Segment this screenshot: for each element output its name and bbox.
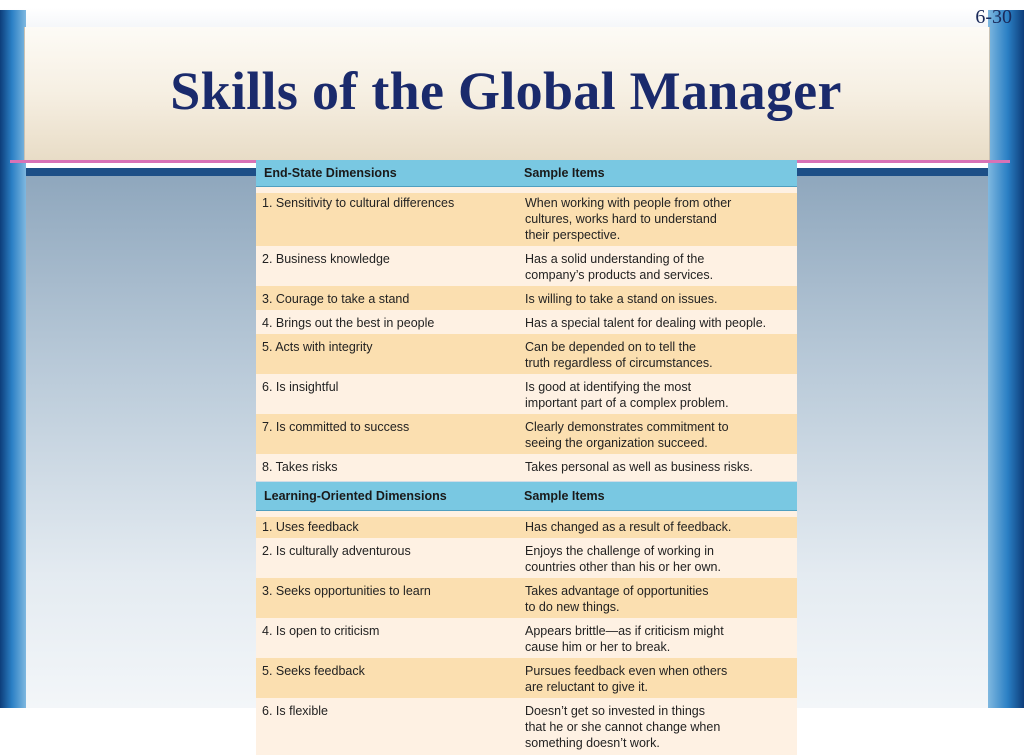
dimension-cell: 7. Is committed to success — [262, 420, 410, 434]
dimension-cell: 4. Is open to criticism — [262, 624, 380, 638]
table-row — [256, 698, 797, 755]
table-row — [256, 538, 797, 578]
table-row — [256, 454, 797, 481]
table-row — [256, 658, 797, 698]
right-decorative-band — [988, 10, 1024, 710]
dimension-cell: 1. Uses feedback — [262, 520, 359, 534]
table-header-learning — [256, 482, 797, 511]
table-row — [256, 246, 797, 286]
table-row — [256, 310, 797, 334]
left-decorative-band — [0, 10, 26, 710]
sample-cell: Clearly demonstrates commitment to seeing the organization succeed. — [525, 420, 729, 450]
dimension-cell: 3. Courage to take a stand — [262, 292, 410, 306]
sample-cell: Is good at identifying the most important part of a complex problem. — [525, 380, 729, 410]
dimension-cell: 4. Brings out the best in people — [262, 316, 435, 330]
table-row — [256, 193, 797, 246]
sample-cell: Has changed as a result of feedback. — [525, 520, 732, 534]
column-header-sample: Sample Items — [524, 166, 605, 180]
table-row — [256, 286, 797, 310]
table-header-end-state — [256, 160, 797, 187]
table-row — [256, 618, 797, 658]
dimension-cell: 6. Is flexible — [262, 704, 329, 718]
table-row — [256, 374, 797, 414]
table-row — [256, 334, 797, 374]
sample-cell: Doesn’t get so invested in things that he or she cannot change when something doesn’t work. — [525, 704, 721, 750]
dimension-cell: 5. Acts with integrity — [262, 340, 373, 354]
column-header-sample: Sample Items — [524, 489, 605, 503]
skills-table — [256, 160, 797, 755]
dimension-cell: 1. Sensitivity to cultural differences — [262, 196, 455, 210]
sample-cell: Takes advantage of opportunities to do new things. — [525, 584, 709, 614]
sample-cell: Can be depended on to tell the truth regardless of circumstances. — [525, 340, 713, 370]
sample-cell: Has a special talent for dealing with people. — [525, 316, 767, 330]
dimension-cell: 8. Takes risks — [262, 460, 338, 474]
sample-cell: Is willing to take a stand on issues. — [525, 292, 718, 306]
table-row — [256, 517, 797, 538]
sample-cell: Enjoys the challenge of working in countries other than his or her own. — [525, 544, 721, 574]
column-header-dimension: End-State Dimensions — [264, 166, 397, 180]
column-header-dimension: Learning-Oriented Dimensions — [264, 489, 447, 503]
dimension-cell: 2. Business knowledge — [262, 252, 390, 266]
dimension-cell: 5. Seeks feedback — [262, 664, 365, 678]
dimension-cell: 3. Seeks opportunities to learn — [262, 584, 431, 598]
table-row — [256, 414, 797, 454]
sample-cell: Pursues feedback even when others are reluctant to give it. — [525, 664, 728, 694]
sample-cell: Takes personal as well as business risks. — [525, 460, 753, 474]
sample-cell: Appears brittle—as if criticism might cause him or her to break. — [525, 624, 724, 654]
table-row — [256, 578, 797, 618]
dimension-cell: 2. Is culturally adventurous — [262, 544, 411, 558]
sample-cell: Has a solid understanding of the company’s products and services. — [525, 252, 714, 282]
slide-number: 6-30 — [975, 6, 1012, 28]
slide-title: Skills of the Global Manager — [170, 61, 842, 121]
dimension-cell: 6. Is insightful — [262, 380, 339, 394]
sample-cell: When working with people from other cultures, works hard to understand their perspective. — [525, 196, 732, 242]
